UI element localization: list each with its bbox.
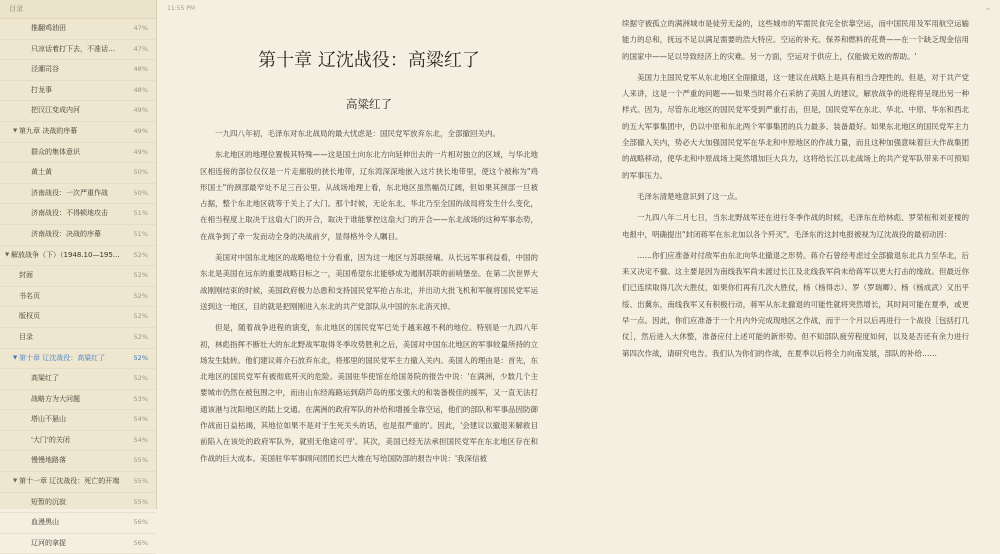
toc-item[interactable] [0,513,156,534]
toc-item[interactable] [0,40,156,61]
toc-item-label: 打龙事 [31,85,52,94]
toc-item-label: 短暂的沉寂 [31,497,66,506]
expand-triangle-icon[interactable]: ▼ [13,127,18,134]
expand-triangle-icon[interactable]: ▼ [5,251,10,258]
toc-item[interactable] [0,101,156,122]
right-page-body [622,16,969,362]
left-page [200,20,538,467]
toc-item-progress: 52% [133,291,148,300]
toc-item-progress: 52% [133,332,148,341]
chevron-down-icon[interactable]: ⌄ [983,2,992,13]
toc-item-progress: 48% [133,85,148,94]
toc-item-label: 塔山不悬山 [31,415,66,424]
toc-item[interactable] [0,81,156,102]
toc-item-label: 书名页 [19,291,40,300]
toc-item-label: '大门'的关闭 [31,435,70,444]
toc-item-label: 推翻鸡油田 [31,24,66,32]
toc-item-label: 高粱红了 [31,374,59,383]
toc-item-progress: 54% [133,435,148,444]
toc-item-progress: 56% [133,538,148,547]
toc-item[interactable] [0,451,156,472]
toc-item-progress: 53% [133,394,148,403]
toc-item-progress: 52% [133,353,148,362]
toc-item[interactable] [0,122,156,143]
toc-item-label: 第十一章 辽沈战役：死亡的开端 [19,477,120,486]
toc-item-progress: 51% [133,209,148,218]
toc-item-label: 泾潮司谷 [31,65,59,74]
toc-item-progress: 48% [133,65,148,74]
left-page-body [200,126,538,467]
body-paragraph: ……你们应准备对付敌军由东北向华北撤退之形势。蒋介石曾经考虑过全部撤退东北兵力至华北，后来又决定不撤。这主要是因为南线我军尚未渡过长江及北线我军尚未给蒋军以更大打击的缘故。但最近你们已连续取得几次大胜仗，如果你们再有几次大胜仗，杨（杨得志）、罗（罗瑞卿）、杨（杨成武）又出平绥、出冀东，南线我军又有积极行动，蒋军从东北撤退的可能性就将突然增长，其时间可能在夏季，或更早一点。因此，你们应准备于一个月内外完成现地区之作战，而于一个月以后再进行一个战役［包括打几仗］，然后进入大休整，准备应付上述可能的新形势。但不知部队疲劳程度如何，以及是否还有余力进行第四次作战，请研究电告。我们认为你们的作战，在夏季以后将全力向南发展，部队的补给…… [622,250,969,358]
toc-item-progress: 54% [133,415,148,424]
toc-item-label: 血漫黑山 [31,518,59,527]
toc-item-label: 把汉江变成内河 [31,106,80,115]
section-title: 高粱红了 [346,97,392,111]
toc-item[interactable] [0,431,156,452]
toc-item-progress: 52% [133,312,148,321]
toc-item-progress: 50% [133,168,148,177]
toc-item-label: 济南战役：不得顿地攻击 [31,209,108,218]
toc-item-progress: 52% [133,374,148,383]
toc-item-progress: 52% [133,271,148,280]
toc-item-label: 济南战役：一次严重作战 [31,188,108,197]
toc-item-label: 战略方为大问题 [31,394,80,403]
toc-item-label: 辽河的拿捉 [31,538,66,547]
right-page [622,20,969,362]
toc-item[interactable] [0,534,156,554]
toc-item[interactable] [0,410,156,431]
toc-item[interactable] [0,163,156,184]
toc-item-label: 只凉话着打下去，不准话… [31,44,115,53]
toc-item[interactable] [0,143,156,164]
body-paragraph: 但是，随着战争进程的演变，东北地区的国民党军已处于越来越不利的地位。特别是一九四八年初，林彪指挥不断壮大的东北野战军取得冬季攻势胜利之后，美国对中国东北地区的军事较量所持的立场发生陆转。他们建议蒋介石放弃东北，将那里的国民党军主力撤入关内。美国人的理由是：首先，东北地区的国民党军有被彻底歼灭的危险。美国驻华使馆在给国务院的报告中说：'在满洲，少数几个主要城市仍然在被包围之中，而由山东经海路运到葫芦岛的那支强大的和装备极佳的援军，又一直无法打通该港与沈阳地区的陆上交通。在满洲的政府军队的补给和增援全靠空运，他们的部队和军事品因防御作战而日益枯竭，其地位如果不是对于生死关头的话，也是很严重的'。因此，'会建议以撤退来解救目前陷入在该处的政府军队外，就别无他途可寻'。其次，美国已经无法承担国民党军在东北地区存在和作战的巨大成本。美国驻华军事顾问团团长巴大维在写给国防部的报告中说：'我深信被 [200,323,538,463]
toc-item-progress: 51% [133,229,148,238]
toc-item[interactable] [0,390,156,411]
toc-item[interactable] [0,184,156,205]
body-paragraph: 一九四八年初，毛泽东对东北战局的最大忧虑是：国民党军放弃东北，全部撤回关内。 [215,129,500,138]
toc-item-progress: 50% [133,188,148,197]
chapter-title: 第十章 辽沈战役：高粱红了 [258,50,480,71]
toc-item-label: 封面 [19,271,33,280]
toc-item[interactable] [0,266,156,287]
toc-item-progress: 56% [133,518,148,527]
toc-item-progress: 55% [133,456,148,465]
toc-item[interactable] [0,328,156,349]
expand-triangle-icon[interactable]: ▼ [13,478,18,485]
toc-item-progress: 52% [133,250,148,259]
toc-item-label: 目录 [19,332,33,341]
toc-item-label: 解放战争（下）（1948.10—195… [11,250,120,259]
toc-item-progress: 49% [133,147,148,156]
toc-item[interactable] [0,225,156,246]
toc-item[interactable] [0,307,156,328]
toc-item-progress: 49% [133,106,148,115]
toc-header: 目录 [0,0,156,19]
toc-item-progress: 49% [133,126,148,135]
toc-item-label: 慢慢地路落 [31,456,66,465]
toc-item[interactable] [0,493,156,514]
body-paragraph: 东北地区的地理位置极其特殊——这是国土向东北方向延伸出去的一片相对独立的区域，与华北地区相连接的部位仅仅是一片走廊般的狭长地带，辽东湾深深地嵌入这片狭长地带里，使这个被称为"鸡形国土"的颈部最窄处不足三百公里。从战场地理上看，东北地区虽然幅员辽阔，但如果其颈部一旦被占据，整个东北地区就等于关上了大门。那个时候，无论东北、华北乃至全国的战局将发生什么变化，在相当程度上取决于这扇大门的开合，取决于谁能掌控这扇大门的开合——东北战场的这种军事态势，在战争到了牵一发而动全身的决战前夕，显得格外令人瞩目。 [200,150,538,241]
toc-item-progress: 47% [133,24,148,32]
toc-item-label: 群众的集体意识 [31,147,80,156]
toc-item-progress: 55% [133,477,148,486]
clock-time: 11:55 PM [167,5,195,12]
toc-item-label: 第九章 决战的序幕 [19,126,78,135]
toc-list [0,19,156,554]
toc-item[interactable] [0,369,156,390]
toc-item[interactable] [0,19,156,40]
toc-item-progress: 55% [133,497,148,506]
toc-item[interactable] [0,349,156,370]
toc-item-label: 第十章 辽沈战役：高粱红了 [19,353,106,362]
body-paragraph: 毛泽东清楚地意识到了这一点。 [637,191,742,201]
body-paragraph: 续据守被孤立的满洲城市是徒劳无益的，这些城市的军需民食完全依靠空运，而中国民用及军用航空运输能力的总和，抚远不足以满足需要的浩大特应。空运的补充、保养和燃料的花费——在一个缺乏现金信用的国家中——足以导致经济上的灾难。另一方面，空运对于供应上，仅能做无效的帮助。' [622,19,969,61]
toc-item-label: 黄土黄 [31,168,52,177]
toc-item[interactable] [0,60,156,81]
toc-item[interactable] [0,204,156,225]
toc-item[interactable] [0,472,156,493]
expand-triangle-icon[interactable]: ▼ [13,354,18,361]
body-paragraph: 美国对中国东北地区的战略地位十分看重，因为这一地区与苏联接壤。从长远军事利益看，中国的东北是美国在远东的重要战略目标之一，美国希望东北能够成为遏制苏联的前哨堡垒。在第二次世界大战刚刚结束的时候，美国政府极力怂恿和支持国民党军抢占东北，并出动大批飞机和军舰将国民党军运送到这一地区，目的就是把刚刚进入东北的共产党部队从中国的东北消灭掉。 [200,253,538,311]
toc-item[interactable] [0,287,156,308]
toc-item-label: 济南战役：决战的序幕 [31,229,101,238]
body-paragraph: 美国力主国民党军从东北地区全面撤退，这一建议在战略上是具有相当合理性的。但是，对于共产党人来讲，这是一个严重的问题——如果当时蒋介石采纳了美国人的建议，解放战争的进程将呈现出另一种样式。因为，尽管东北地区的国民党军受到严重打击，但是，国民党军在东北、华北、中原、华东和西北的五大军事集团中，仍以中原和东北两个军事集团的兵力最多、装备最好。如果东北地区的国民党军主力全部撤入关内，势必大大加强国民党军在华北和中原地区的作战力量，而且这种加强意味着巨大作战集团的战略移动，使华北和中原战场上陡然增加巨大兵力，这将给长江以北战场上的共产党军队带来不可预知的军事压力。 [622,72,969,180]
body-paragraph: 一九四八年二月七日，当东北野战军还在进行冬季作战的时候，毛泽东在给林彪、罗荣桓和刘亚楼的电报中，明确提出"封闭蒋军在东北加以各个歼灭"。毛泽东的这封电报被视为辽沈战役的最初动因： [622,213,969,239]
toc-item[interactable] [0,246,156,267]
toc-item-progress: 47% [133,44,148,53]
toc-item-label: 版权页 [19,312,40,321]
toc-sidebar [0,0,157,547]
